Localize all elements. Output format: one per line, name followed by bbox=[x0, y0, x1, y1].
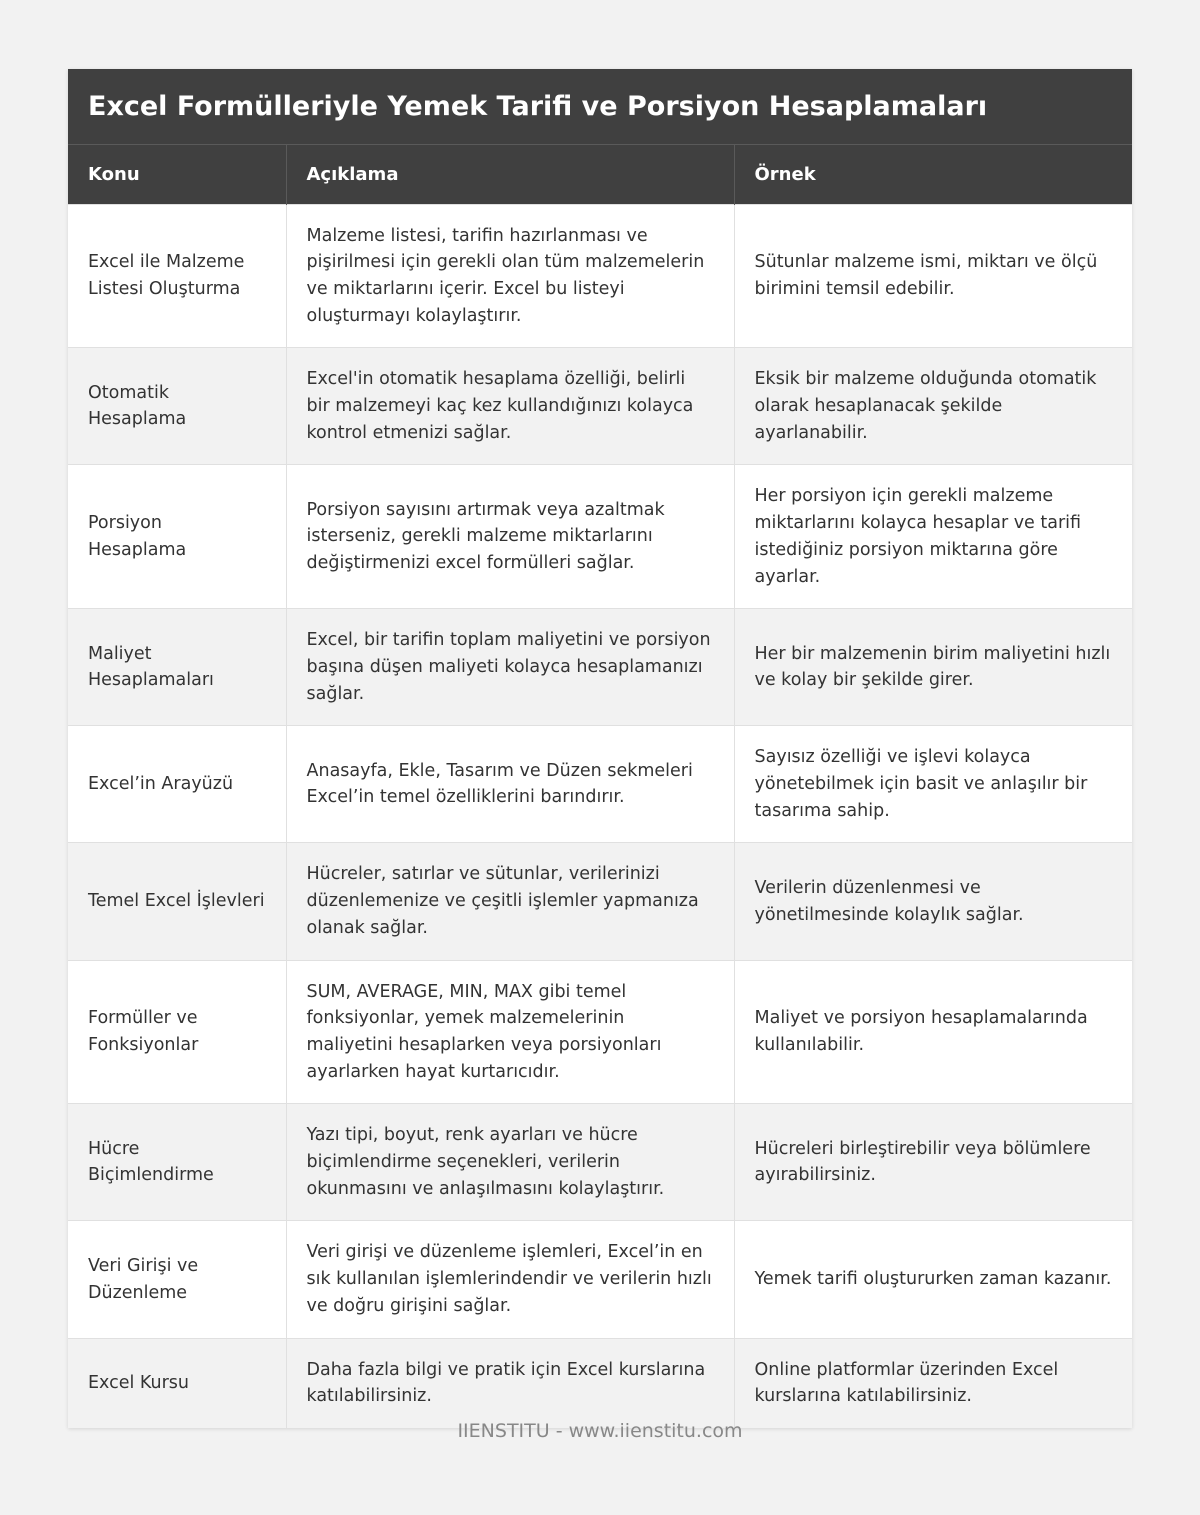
cell-konu: Porsiyon Hesaplama bbox=[68, 465, 286, 609]
cell-aciklama: Porsiyon sayısını artırmak veya azaltmak isterseniz, gerekli malzeme miktarlarını değiştirmenizi excel formülleri sağlar. bbox=[286, 465, 734, 609]
cell-konu: Excel’in Arayüzü bbox=[68, 726, 286, 843]
table-row bbox=[68, 609, 1132, 726]
table-row bbox=[68, 843, 1132, 960]
table-row bbox=[68, 348, 1132, 465]
cell-ornek: Sütunlar malzeme ismi, miktarı ve ölçü birimini temsil edebilir. bbox=[734, 204, 1132, 348]
cell-ornek: Her porsiyon için gerekli malzeme miktarlarını kolayca hesaplar ve tarifi istediğiniz porsiyon miktarına göre ayarlar. bbox=[734, 465, 1132, 609]
column-header-aciklama: Açıklama bbox=[286, 145, 734, 204]
table-row bbox=[68, 1104, 1132, 1221]
cell-konu: Excel Kursu bbox=[68, 1338, 286, 1428]
cell-ornek: Verilerin düzenlenmesi ve yönetilmesinde kolaylık sağlar. bbox=[734, 843, 1132, 960]
cell-aciklama: Excel, bir tarifin toplam maliyetini ve porsiyon başına düşen maliyeti kolayca hesaplamanızı sağlar. bbox=[286, 609, 734, 726]
table-row bbox=[68, 1338, 1132, 1428]
cell-ornek: Yemek tarifi oluştururken zaman kazanır. bbox=[734, 1221, 1132, 1338]
cell-konu: Maliyet Hesaplamaları bbox=[68, 609, 286, 726]
cell-aciklama: Excel'in otomatik hesaplama özelliği, belirli bir malzemeyi kaç kez kullandığınızı kolayca kontrol etmenizi sağlar. bbox=[286, 348, 734, 465]
table-row bbox=[68, 1221, 1132, 1338]
cell-ornek: Hücreleri birleştirebilir veya bölümlere ayırabilirsiniz. bbox=[734, 1104, 1132, 1221]
table-row bbox=[68, 960, 1132, 1104]
data-table bbox=[68, 145, 1132, 1428]
cell-ornek: Eksik bir malzeme olduğunda otomatik olarak hesaplanacak şekilde ayarlanabilir. bbox=[734, 348, 1132, 465]
cell-aciklama: Malzeme listesi, tarifin hazırlanması ve pişirilmesi için gerekli olan tüm malzemelerin ve miktarlarını içerir. Excel bu listeyi oluşturmayı kolaylaştırır. bbox=[286, 204, 734, 348]
column-header-ornek: Örnek bbox=[734, 145, 1132, 204]
page-title: Excel Formülleriyle Yemek Tarifi ve Porsiyon Hesaplamaları bbox=[68, 69, 1132, 145]
table-header-row bbox=[68, 145, 1132, 204]
cell-ornek: Sayısız özelliği ve işlevi kolayca yönetebilmek için basit ve anlaşılır bir tasarıma sahip. bbox=[734, 726, 1132, 843]
cell-konu: Temel Excel İşlevleri bbox=[68, 843, 286, 960]
cell-aciklama: Veri girişi ve düzenleme işlemleri, Excel’in en sık kullanılan işlemlerindendir ve verilerin hızlı ve doğru girişini sağlar. bbox=[286, 1221, 734, 1338]
table-row bbox=[68, 204, 1132, 348]
content-card bbox=[68, 69, 1132, 1428]
cell-aciklama: Anasayfa, Ekle, Tasarım ve Düzen sekmeleri Excel’in temel özelliklerini barındırır. bbox=[286, 726, 734, 843]
column-header-konu: Konu bbox=[68, 145, 286, 204]
footer-credit: IIENSTITU - www.iienstitu.com bbox=[457, 1420, 743, 1442]
cell-ornek: Maliyet ve porsiyon hesaplamalarında kullanılabilir. bbox=[734, 960, 1132, 1104]
cell-konu: Excel ile Malzeme Listesi Oluşturma bbox=[68, 204, 286, 348]
cell-ornek: Her bir malzemenin birim maliyetini hızlı ve kolay bir şekilde girer. bbox=[734, 609, 1132, 726]
cell-konu: Formüller ve Fonksiyonlar bbox=[68, 960, 286, 1104]
cell-aciklama: Yazı tipi, boyut, renk ayarları ve hücre biçimlendirme seçenekleri, verilerin okunmasını ve anlaşılmasını kolaylaştırır. bbox=[286, 1104, 734, 1221]
cell-aciklama: Daha fazla bilgi ve pratik için Excel kurslarına katılabilirsiniz. bbox=[286, 1338, 734, 1428]
cell-konu: Hücre Biçimlendirme bbox=[68, 1104, 286, 1221]
cell-konu: Veri Girişi ve Düzenleme bbox=[68, 1221, 286, 1338]
cell-aciklama: Hücreler, satırlar ve sütunlar, verilerinizi düzenlemenize ve çeşitli işlemler yapmanıza olanak sağlar. bbox=[286, 843, 734, 960]
table-row bbox=[68, 726, 1132, 843]
table-row bbox=[68, 465, 1132, 609]
cell-konu: Otomatik Hesaplama bbox=[68, 348, 286, 465]
cell-ornek: Online platformlar üzerinden Excel kurslarına katılabilirsiniz. bbox=[734, 1338, 1132, 1428]
cell-aciklama: SUM, AVERAGE, MIN, MAX gibi temel fonksiyonlar, yemek malzemelerinin maliyetini hesaplarken veya porsiyonları ayarlarken hayat kurtarıcıdır. bbox=[286, 960, 734, 1104]
